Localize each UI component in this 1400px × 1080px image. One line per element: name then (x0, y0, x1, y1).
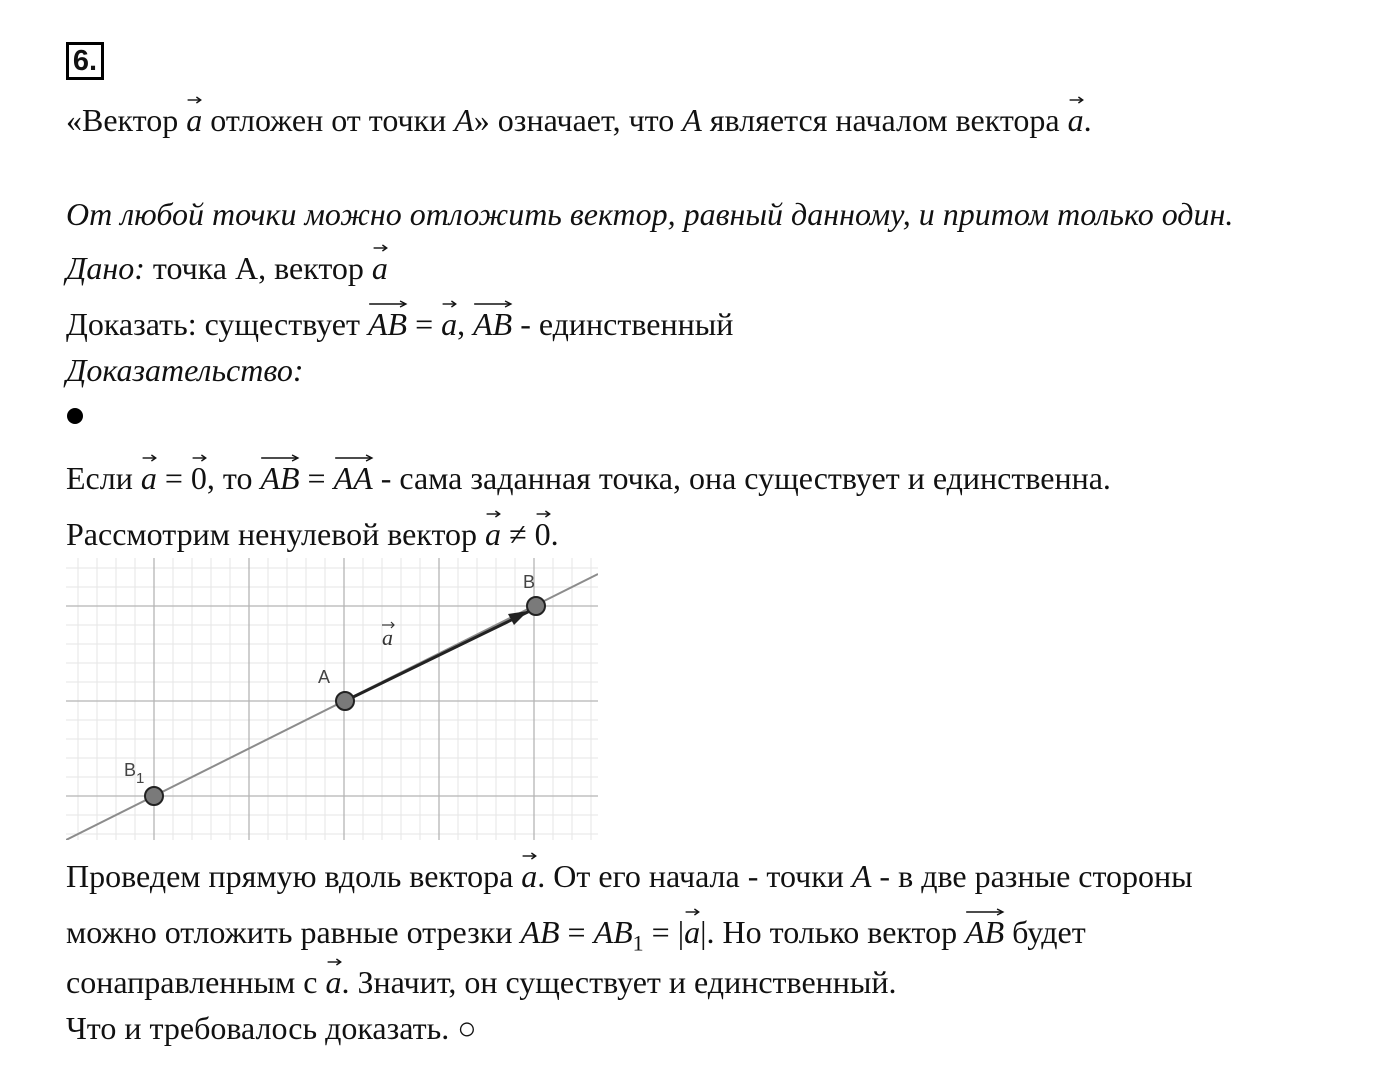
vector-a: a (372, 244, 388, 288)
zero-vector: 0 (191, 454, 207, 498)
vector-figure (66, 558, 598, 840)
svg-text:a: a (382, 625, 393, 650)
segment-ab1: AB (593, 914, 633, 950)
text-segment: сонаправленным с (66, 964, 326, 1000)
text-segment: - в две разные стороны (871, 858, 1193, 894)
text-segment: является началом вектора (701, 102, 1068, 138)
paragraph-line (66, 908, 1086, 963)
text-segment: » означает, что (473, 102, 683, 138)
theorem-statement: От любой точки можно отложить вектор, равный данному, и притом только один. (66, 196, 1234, 232)
vector-a: a (186, 96, 202, 140)
text-segment: , то (206, 460, 261, 496)
zero-vector-case (66, 454, 1111, 498)
text-segment: = (407, 306, 442, 342)
text-segment: . Но только вектор (706, 914, 966, 950)
problem-number: 6. (66, 42, 104, 80)
vector-ab-segment (345, 608, 536, 701)
text-segment: - сама заданная точка, она существует и единственна. (372, 460, 1111, 496)
vector-a: a (521, 852, 537, 896)
label-b: B (523, 572, 536, 592)
vector-a: a (141, 454, 157, 498)
qed-line: Что и требовалось доказать. ○ (66, 1010, 477, 1046)
text-segment: = (299, 460, 334, 496)
text-segment: можно отложить равные отрезки (66, 914, 521, 950)
given-line (66, 244, 388, 288)
text-segment: - единственный (512, 306, 734, 342)
point-a: A (454, 102, 474, 138)
text-segment: . От его начала - точки (537, 858, 852, 894)
vector-a: a (441, 300, 457, 344)
point-a: A (851, 858, 872, 894)
subscript: 1 (632, 930, 644, 956)
text-segment: точка А, вектор (144, 250, 372, 286)
point-a: A (682, 102, 702, 138)
text-segment: . (1083, 102, 1092, 138)
text-segment: «Вектор (66, 102, 187, 138)
text-segment: Доказать: существует (66, 306, 368, 342)
text-segment: | (700, 914, 707, 950)
paragraph-line (66, 852, 1193, 896)
vector-ab: AB (473, 300, 512, 344)
vector-a: a (485, 510, 501, 554)
text-segment: Если (66, 460, 141, 496)
zero-vector: 0 (535, 510, 551, 554)
text-segment: = | (643, 914, 685, 950)
label-vector-a (382, 622, 394, 650)
text-segment: = (156, 460, 191, 496)
vector-a: a (684, 908, 700, 952)
proof-label: Доказательство: (66, 352, 304, 388)
paragraph-line (66, 958, 897, 1002)
text-segment: ≠ (501, 516, 535, 552)
vector-aa: AA (334, 454, 373, 498)
prove-line (66, 300, 733, 344)
vector-arrowhead (508, 611, 528, 625)
point-b-marker (527, 597, 545, 615)
vector-ab: AB (965, 908, 1004, 952)
point-a-marker (336, 692, 354, 710)
vector-a: a (1068, 96, 1084, 140)
segment-ab: AB (520, 914, 560, 950)
nonzero-vector-case (66, 510, 559, 554)
text-segment: , (457, 306, 474, 342)
definition-line (66, 96, 1092, 140)
text-segment: = (559, 914, 594, 950)
text-segment: . (550, 516, 559, 552)
point-b1-marker (145, 787, 163, 805)
text-segment: Проведем прямую вдоль вектора (66, 858, 522, 894)
text-segment: будет (1004, 914, 1086, 950)
vector-ab: AB (368, 300, 407, 344)
bullet-icon (67, 408, 83, 424)
text-segment: . Значит, он существует и единственный. (341, 964, 897, 1000)
label-a: A (318, 667, 331, 687)
vector-a: a (326, 958, 342, 1002)
text-segment: Рассмотрим ненулевой вектор (66, 516, 486, 552)
label-b1: $B_1$ (124, 760, 145, 787)
text-segment: отложен от точки (202, 102, 455, 138)
given-label: Дано: (66, 250, 145, 286)
vector-ab: AB (260, 454, 299, 498)
